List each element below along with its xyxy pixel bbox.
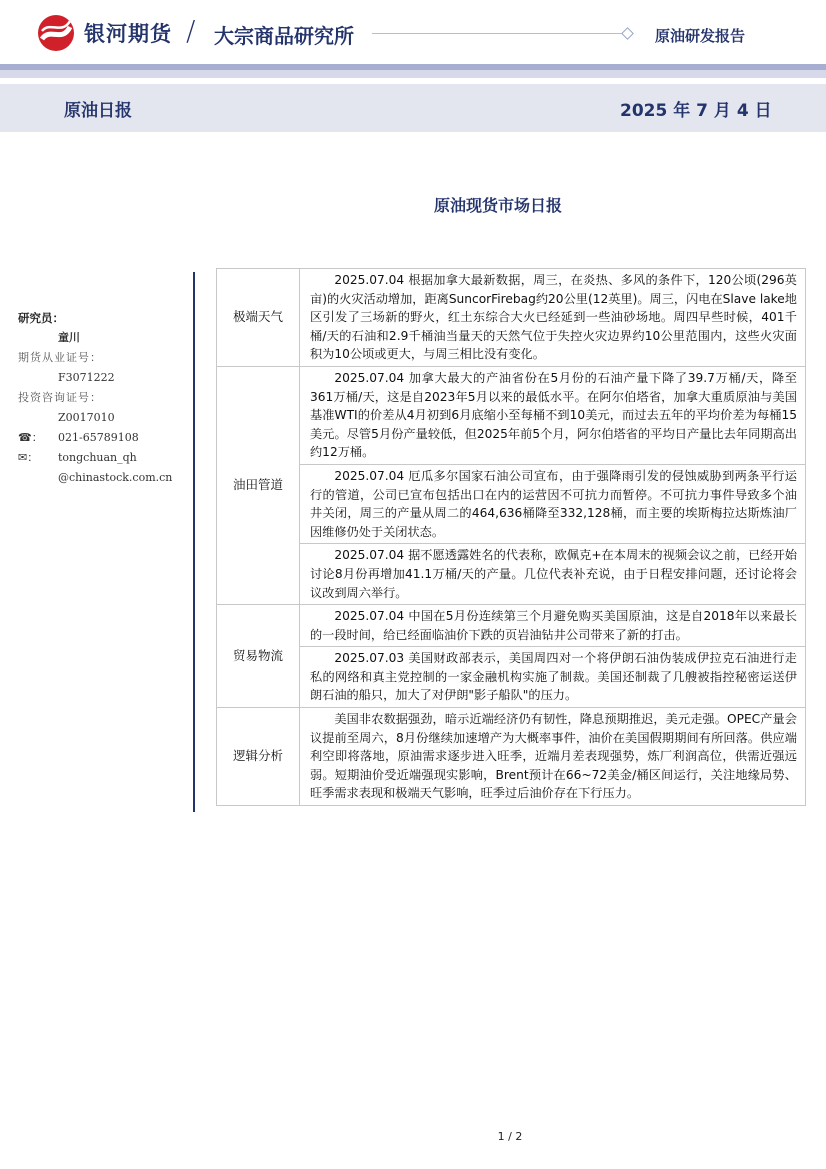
news-paragraph: 2025.07.04 厄瓜多尔国家石油公司宣布，由于强降雨引发的侵蚀威胁到两条平行运行的管道，公司已宣布包括出口在内的运营因不可抗力而暂停。不可抗力事件导致多个油井关闭，周三的产量从周二的464,636桶降至332,128桶，而主要的埃斯梅拉达斯炼油厂因维修仍处于关闭状态。 [310, 468, 797, 539]
header-bar-light [0, 70, 826, 78]
license-label: 期货从业证号： [18, 351, 102, 364]
news-paragraph: 2025.07.04 加拿大最大的产油省份在5月份的石油产量下降了39.7万桶/天，降至361万桶/天，这是自2023年5月以来的最低水平。在阿尔伯塔省，加拿大重质原油与美国基准WTI的价差从4月初到6月底缩小至每桶不到10美元，而过去五年的平均价差为每桶15美元。尽管5月份产量较低，但2025年前5个月，阿尔伯塔省的平均日产量比去年同期高出约12万桶。 [310, 370, 797, 460]
main-title: 原油现货市场日报 [433, 196, 562, 215]
phone-row [18, 428, 188, 448]
table-row [217, 605, 806, 647]
market-news-table [216, 268, 806, 806]
category-cell: 油田管道 [217, 366, 300, 604]
table-row [217, 366, 806, 464]
news-cell [300, 269, 806, 367]
news-paragraph: 2025.07.04 根据加拿大最新数据，周三，在炎热、多风的条件下，120公顷(296英亩)的火灾活动增加，距离SuncorFirebag约20公里(12英里)。周三，闪电在Slave lake地区引发了三场新的野火，红土东综合大火已经延到一些油砂场地。周四早些时候，401千桶/天的石油和2.9千桶油当量天的天然气位于失控火灾边界约10公里范围内，这些火灾面积为10公顷或更大，与周三相比没有变化。 [310, 273, 797, 362]
news-cell [300, 708, 806, 806]
page-number: 1 / 2 [497, 1130, 523, 1143]
researcher-sidebar [18, 308, 188, 488]
phone-number: 021-65789108 [58, 431, 139, 444]
table-row [217, 647, 806, 708]
news-cell [300, 605, 806, 647]
report-date: 2025 年 7 月 4 日 [620, 101, 772, 121]
phone-icon: ☎： [18, 431, 43, 444]
news-paragraph: 2025.07.04 中国在5月份连续第三个月避免购买美国原油，这是自2018年以来最长的一段时间，给已经面临油价下跌的页岩油钻井公司带来了新的打击。 [310, 609, 797, 642]
table-row [217, 269, 806, 367]
news-cell [300, 544, 806, 605]
sidebar-divider [193, 272, 195, 812]
institute-name: 大宗商品研究所 [214, 24, 354, 48]
email-user[interactable]: tongchuan_qh [58, 451, 137, 464]
news-paragraph: 2025.07.04 据不愿透露姓名的代表称，欧佩克+在本周末的视频会议之前，已经开始讨论8月份再增加41.1万桶/天的产量。几位代表补充说，由于日程安排问题，还讨论将会议改到周六举行。 [310, 548, 797, 600]
header-line [372, 33, 622, 34]
report-type: 原油研发报告 [655, 27, 746, 45]
advisory-label: 投资咨询证号： [18, 391, 102, 404]
category-cell: 极端天气 [217, 269, 300, 367]
daily-title: 原油日报 [64, 101, 132, 121]
company-logo [36, 13, 76, 53]
email-row [18, 448, 188, 468]
license-value: F3071222 [58, 371, 115, 384]
news-cell [300, 647, 806, 708]
email-icon: ✉： [18, 451, 39, 464]
email-domain[interactable]: @chinastock.com.cn [58, 471, 173, 484]
researcher-name: 童川 [58, 331, 80, 344]
table-row [217, 708, 806, 806]
company-name: 银河期货 [84, 22, 172, 46]
table-row [217, 544, 806, 605]
category-cell: 贸易物流 [217, 605, 300, 708]
advisory-value: Z0017010 [58, 411, 115, 424]
header-divider: / [186, 14, 196, 47]
category-cell: 逻辑分析 [217, 708, 300, 806]
news-paragraph: 2025.07.03 美国财政部表示，美国周四对一个将伊朗石油伪装成伊拉克石油进行走私的网络和真主党控制的一家金融机构实施了制裁。美国还制裁了几艘被指控秘密运送伊朗石油的船只，加大了对伊朗"影子船队"的压力。 [310, 651, 797, 703]
table-row [217, 464, 806, 543]
news-cell [300, 464, 806, 543]
news-paragraph: 美国非农数据强劲，暗示近端经济仍有韧性，降息预期推迟，美元走强。OPEC产量会议提前至周六，8月份继续加速增产为大概率事件，油价在美国假期期间有所回落。供应端利空即将落地，原油需求逐步进入旺季，近端月差表现强势，炼厂利润高位，供需近强远弱。短期油价受近端强现实影响，Brent预计在66~72美金/桶区间运行，关注地缘局势、旺季需求表现和极端天气影响，旺季过后油价存在下行压力。 [310, 712, 797, 801]
researcher-heading: 研究员： [18, 311, 64, 325]
header-diamond-icon [621, 27, 634, 40]
news-cell [300, 366, 806, 464]
